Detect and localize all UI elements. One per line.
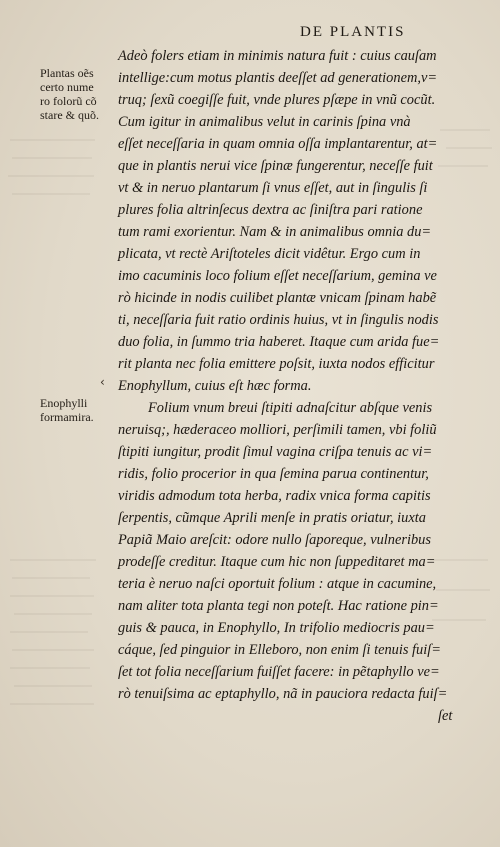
text-line: viridis admodum tota herba, radix vnica forma capitis <box>118 488 431 504</box>
text-line: plures folia altrinſecus dextra ac ſiniſtra pari ratione <box>118 202 423 218</box>
text-line: ſtipiti iungitur, prodit ſimul vagina criſpa tenuis ac vi= <box>118 444 433 460</box>
text-line: vt & in neruo plantarum ſi vnus eſſet, aut in ſingulis ſi <box>118 180 428 196</box>
main-text-block <box>118 45 490 727</box>
text-line: Adeò folers etiam in minimis natura fuit : cuius cauſam <box>118 48 437 64</box>
text-line: Cum igitur in animalibus velut in carinis ſpina vnà <box>118 114 411 130</box>
text-line-paragraph-start: Folium vnum breui ſtipiti adnaſcitur abſque venis <box>148 400 433 416</box>
catchword: ſet <box>438 708 453 724</box>
text-line: Enophyllum, cuius eſt hæc forma. <box>118 378 312 394</box>
running-head: DE PLANTIS <box>300 24 406 40</box>
text-line: rit planta nec folia emittere poſsit, iuxta nodos efficitur <box>118 356 435 372</box>
marginal-note-line: Enophylli <box>40 396 88 410</box>
text-line: imo cacuminis loco folium eſſet neceſſarium, gemina ve <box>118 268 437 284</box>
text-line: tum rami exorientur. Nam & in animalibus omnia du= <box>118 224 432 240</box>
text-line: prodeſſe creditur. Itaque cum hic non ſuppeditaret ma= <box>118 554 436 570</box>
marginal-note-line: Plantas oẽs <box>40 66 94 80</box>
text-line: eſſet neceſſaria in quam omnia oſſa implantarentur, at= <box>118 136 438 152</box>
text-line: rò tenuiſsima ac eptaphyllo, nã in pauciora redacta fuiſ= <box>118 686 448 702</box>
text-line: truq; ſexũ coegiſſe fuit, vnde plures pſæpe in vnũ cocũt. <box>118 92 436 108</box>
text-line: intellige:cum motus plantis deeſſet ad generationem,v= <box>118 70 438 86</box>
text-line: ti, neceſſaria fuit ratio ordinis huius, vt in ſingulis nodis <box>118 312 439 328</box>
text-line: que in plantis nerui vice ſpinæ fungerentur, neceſſe fuit <box>118 158 433 174</box>
text-line: nam aliter tota planta tegi non poteſt. Hac ratione pin= <box>118 598 439 614</box>
text-line: ſet tot folia neceſſarium fuiſſet facere: in pẽtaphyllo ve= <box>118 664 440 680</box>
text-line: ſerpentis, cũmque Aprili menſe in pratis oriatur, iuxta <box>118 510 426 526</box>
text-line: duo folia, in ſummo tria haberet. Itaque cum arida fue= <box>118 334 440 350</box>
text-line: teria è neruo naſci oportuit folium : atque in cacumine, <box>118 576 437 592</box>
marginal-note-line: certo nume <box>40 80 94 94</box>
marginal-note-enophylli <box>40 396 115 424</box>
text-line: ridis, folio procerior in qua ſemina parua continentur, <box>118 466 429 482</box>
chevron-mark-icon: ‹ <box>100 375 105 389</box>
text-line: neruisq;, hæderaceo molliori, perſimili tamen, vbi foliũ <box>118 422 437 438</box>
marginal-note-line: stare & quõ. <box>40 108 99 122</box>
marginal-note-line: ro folorũ cõ <box>40 94 97 108</box>
marginal-note-plantas <box>40 66 115 122</box>
marginal-note-line: formamira. <box>40 410 94 424</box>
text-line: plicata, vt rectè Ariſtoteles dicit vidêtur. Ergo cum in <box>118 246 421 262</box>
text-line: Papiã Maio areſcit: odore nullo ſaporeque, vulneribus <box>118 532 431 548</box>
text-line: guis & pauca, in Enophyllo, In trifolio mediocris pau= <box>118 620 435 636</box>
text-line: cáque, ſed pinguior in Elleboro, non enim ſi tenuis fuiſ= <box>118 642 441 658</box>
text-line: rò hicinde in nodis cuilibet plantæ vnicam ſpinam habẽ <box>118 290 437 306</box>
